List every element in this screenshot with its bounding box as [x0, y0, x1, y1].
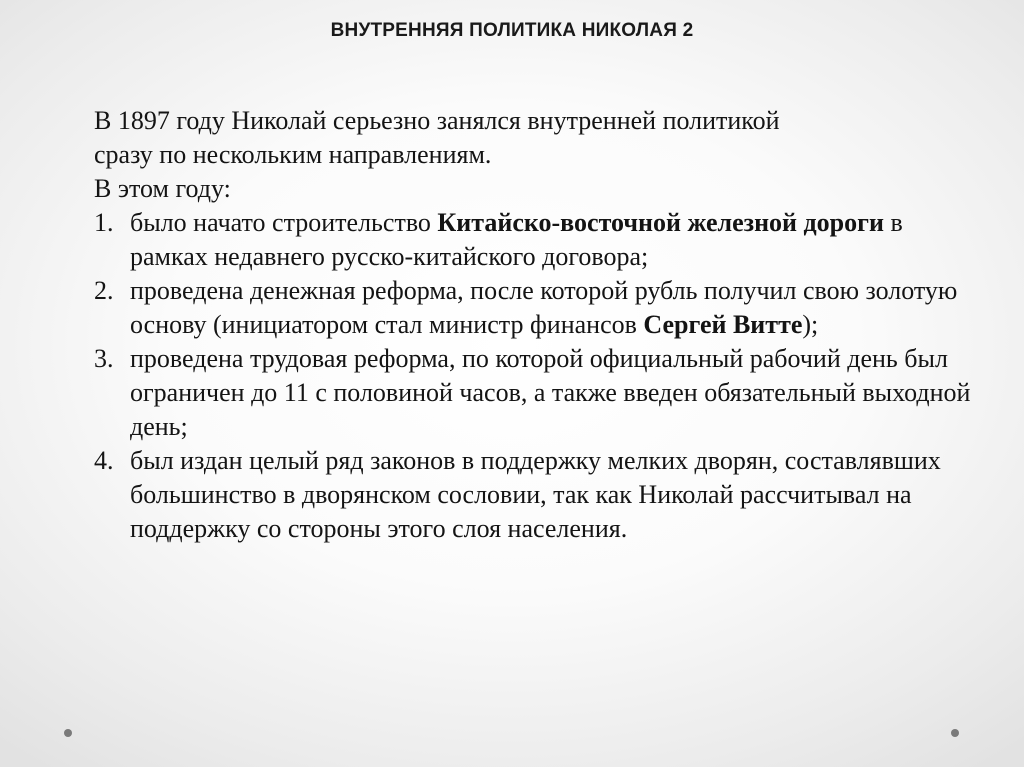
list-item-number: 3. [94, 344, 114, 373]
policy-list [94, 206, 974, 546]
corner-dot-left [64, 729, 72, 737]
list-item-text: в рамках недавнего русско-китайского договора; [130, 208, 903, 271]
list-item [94, 206, 974, 274]
intro-line-1: В 1897 году Николай серьезно занялся внутренней политикой [94, 106, 780, 135]
list-item-number: 2. [94, 276, 114, 305]
list-item [94, 342, 974, 444]
list-item-text: был издан целый ряд законов в поддержку мелких дворян, составлявших большинство в дворянском сословии, так как Николай рассчитывал на поддержку со стороны этого слоя населения. [130, 446, 941, 543]
slide-title: ВНУТРЕННЯЯ ПОЛИТИКА НИКОЛАЯ 2 [330, 20, 694, 41]
intro-line-2: сразу по нескольким направлениям. [94, 140, 492, 169]
intro-line-3: В этом году: [94, 174, 231, 203]
list-item-text: было начато строительство [130, 208, 438, 237]
list-item-number: 1. [94, 208, 114, 237]
list-item-bold-text: Китайско-восточной железной дороги [437, 208, 884, 237]
list-item-text: ); [802, 310, 819, 339]
list-item [94, 274, 974, 342]
list-item-text: проведена трудовая реформа, по которой официальный рабочий день был ограничен до 11 с половиной часов, а также введен обязательный выходной день; [130, 344, 971, 441]
corner-dot-right [951, 729, 959, 737]
slide-body [94, 104, 974, 546]
list-item [94, 444, 974, 546]
list-item-bold-text: Сергей Витте [643, 310, 803, 339]
list-item-number: 4. [94, 446, 114, 475]
list-item-text: проведена денежная реформа, после которой рубль получил свою золотую основу (инициатором стал министр финансов [130, 276, 958, 339]
